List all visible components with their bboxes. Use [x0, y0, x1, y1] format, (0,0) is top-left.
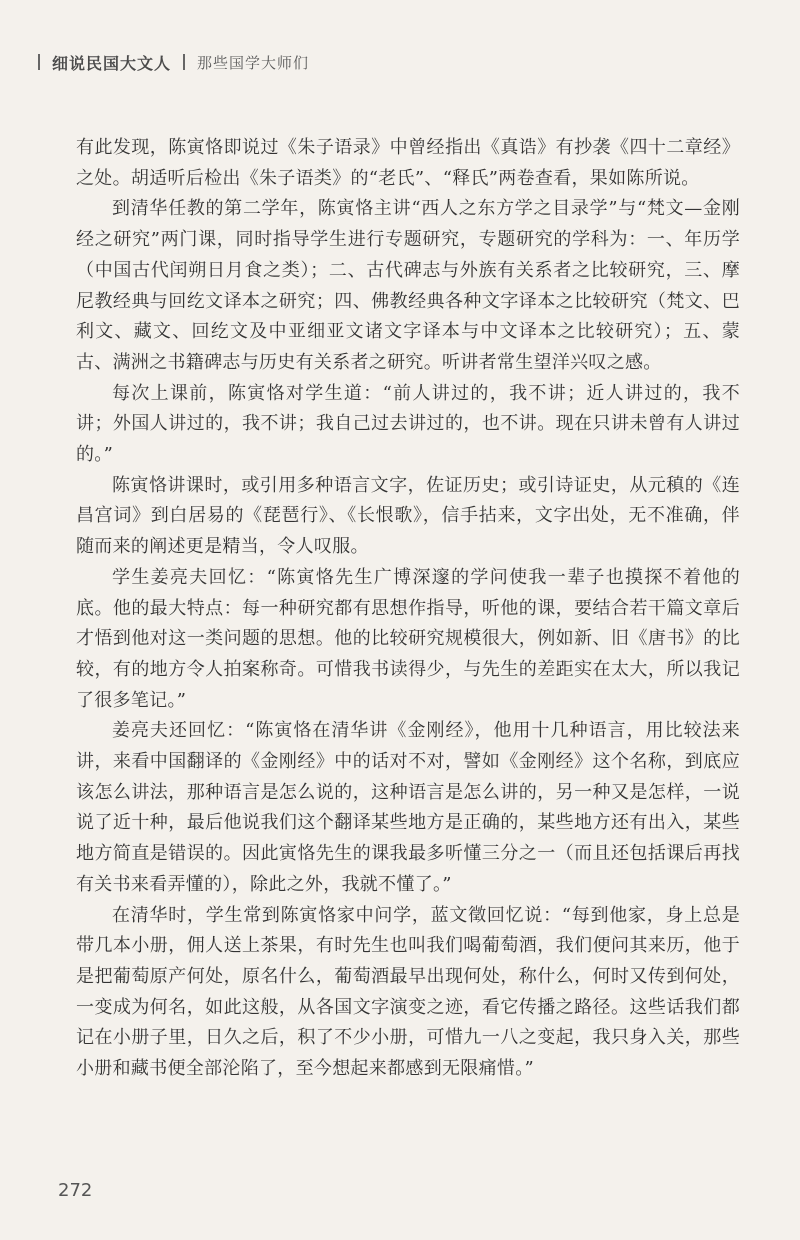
paragraph: 学生姜亮夫回忆：“陈寅恪先生广博深邃的学问使我一辈子也摸探不着他的底。他的最大特点：每一种研究都有思想作指导，听他的课，要结合若干篇文章后才悟到他对这一类问题的思想。他的比较研究规模很大，例如新、旧《唐书》的比较，有的地方令人拍案称奇。可惜我书读得少，与先生的差距实在太大，所以我记了很多笔记。” — [76, 566, 740, 711]
running-header — [38, 50, 309, 74]
paragraph: 有此发现，陈寅恪即说过《朱子语录》中曾经指出《真诰》有抄袭《四十二章经》之处。胡适听后检出《朱子语类》的“老氏”、“释氏”两卷查看，果如陈所说。 — [76, 137, 740, 189]
body-text — [76, 133, 740, 1085]
page-number: 272 — [58, 1180, 93, 1201]
paragraph: 陈寅恪讲课时，或引用多种语言文字，佐证历史；或引诗证史，从元稹的《连昌宫词》到白居易的《琵琶行》、《长恨歌》，信手拈来，文字出处，无不准确，伴随而来的阐述更是精当，令人叹服。 — [76, 474, 740, 558]
header-divider — [38, 54, 40, 70]
paragraph: 在清华时，学生常到陈寅恪家中问学，蓝文徵回忆说：“每到他家，身上总是带几本小册，佣人送上茶果，有时先生也叫我们喝葡萄酒，我们便问其来历，他于是把葡萄原产何处，原名什么，葡萄酒最早出现何处，称什么，何时又传到何处，一变成为何名，如此这般，从各国文字演变之迹，看它传播之路径。这些话我们都记在小册子里，日久之后，积了不少小册，可惜九一八之变起，我只身入关，那些小册和藏书便全部沦陷了，至今想起来都感到无限痛惜。” — [76, 904, 740, 1080]
book-title: 细说民国大文人 — [52, 53, 172, 73]
chapter-title: 那些国学大师们 — [197, 53, 310, 72]
header-divider — [183, 54, 185, 70]
paragraph: 到清华任教的第二学年，陈寅恪主讲“西人之东方学之目录学”与“梵文—金刚经之研究”两门课，同时指导学生进行专题研究，专题研究的学科为：一、年历学（中国古代闰朔日月食之类）；二、古代碑志与外族有关系者之比较研究，三、摩尼教经典与回纥文译本之研究；四、佛教经典各种文字译本之比较研究（梵文、巴利文、藏文、回纥文及中亚细亚文诸文字译本与中文译本之比较研究）；五、蒙古、满洲之书籍碑志与历史有关系者之研究。听讲者常生望洋兴叹之感。 — [76, 198, 740, 373]
paragraph: 每次上课前，陈寅恪对学生道：“前人讲过的，我不讲；近人讲过的，我不讲；外国人讲过的，我不讲；我自己过去讲过的，也不讲。现在只讲未曾有人讲过的。” — [76, 382, 740, 466]
paragraph: 姜亮夫还回忆：“陈寅恪在清华讲《金刚经》，他用十几种语言，用比较法来讲，来看中国翻译的《金刚经》中的话对不对，譬如《金刚经》这个名称，到底应该怎么讲法，那种语言是怎么说的，这种语言是怎么讲的，另一种又是怎样，一说说了近十种，最后他说我们这个翻译某些地方是正确的，某些地方还有出入，某些地方简直是错误的。因此寅恪先生的课我最多听懂三分之一（而且还包括课后再找有关书来看弄懂的），除此之外，我就不懂了。” — [76, 720, 740, 895]
